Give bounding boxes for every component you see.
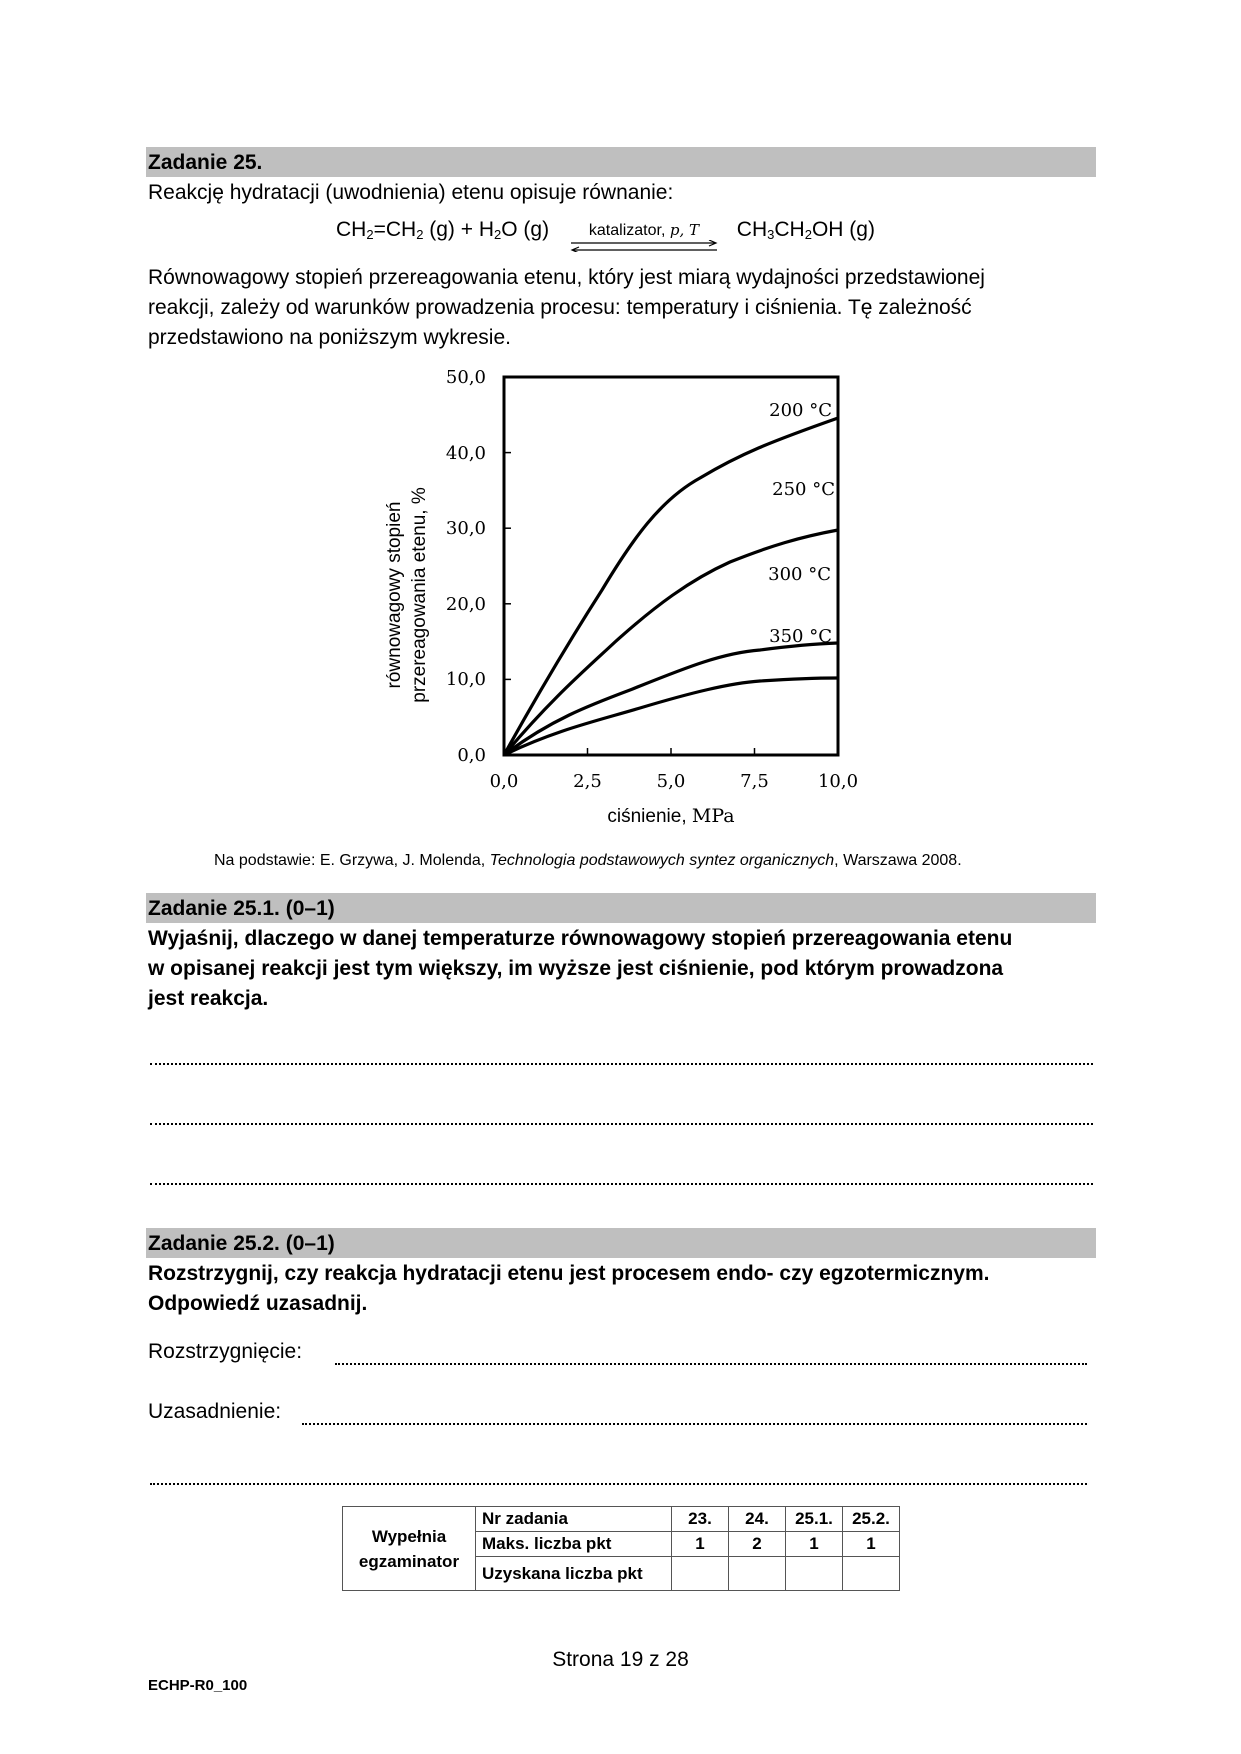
svg-text:5,0: 5,0 <box>656 771 686 792</box>
page-number: Strona 19 z 28 <box>552 1648 689 1671</box>
x-axis-title: ciśnienie, MPa <box>607 805 735 827</box>
x-axis-labels <box>490 771 858 792</box>
y-axis-title <box>384 487 430 703</box>
task-description-line-3: przedstawiono na poniższym wykresie. <box>148 326 511 349</box>
obtained-points-cell[interactable] <box>672 1557 729 1591</box>
source-citation: Na podstawie: E. Grzywa, J. Molenda, Technologia podstawowych syntez organicznych, Warszawa 2008. <box>214 852 962 869</box>
exam-code: ECHP-R0_100 <box>148 1677 248 1694</box>
row-label-task-number: Nr zadania <box>476 1507 672 1532</box>
subtask-25-2-question-line-2: Odpowiedź uzasadnij. <box>148 1292 368 1315</box>
svg-text:10,0: 10,0 <box>445 669 486 690</box>
svg-text:0,0: 0,0 <box>457 745 486 766</box>
curve-200C <box>504 418 838 755</box>
justification-answer-line-1[interactable] <box>302 1421 1087 1425</box>
curve-350C <box>504 678 838 755</box>
decision-label: Rozstrzygnięcie: <box>148 1340 303 1363</box>
answer-line-3[interactable] <box>150 1181 1093 1185</box>
task-description-line-1: Równowagowy stopień przereagowania etenu, który jest miarą wydajności przedstawionej <box>148 266 985 289</box>
equilibrium-arrow: katalizator, p, T <box>569 218 719 248</box>
row-label-max-points: Maks. liczba pkt <box>476 1532 672 1557</box>
svg-text:50,0: 50,0 <box>445 367 486 388</box>
max-points-cell: 1 <box>672 1532 729 1557</box>
obtained-points-cell[interactable] <box>843 1557 900 1591</box>
task-number-cell: 25.2. <box>843 1507 900 1532</box>
obtained-points-cell[interactable] <box>729 1557 786 1591</box>
obtained-points-cell[interactable] <box>786 1557 843 1591</box>
equilibrium-arrows-icon <box>569 240 719 252</box>
svg-text:7,5: 7,5 <box>740 771 769 792</box>
curves <box>504 418 838 755</box>
max-points-cell: 2 <box>729 1532 786 1557</box>
answer-line-1[interactable] <box>150 1061 1093 1065</box>
label-250C: 250 °C <box>772 479 835 500</box>
reaction-equation: $CH_2=CH_2$ $(g) + H_2O$ (g) katalizator, p, T $CH_3CH_2OH$ (g) <box>336 218 875 248</box>
subtask-25-2-header: Zadanie 25.2. (0–1) <box>146 1228 1096 1258</box>
answer-line-2[interactable] <box>150 1121 1093 1125</box>
subtask-25-1-question-line-1: Wyjaśnij, dlaczego w danej temperaturze równowagowy stopień przereagowania etenu <box>148 927 1013 950</box>
y-axis-labels <box>446 367 486 766</box>
svg-text:równowagowy stopień: równowagowy stopień <box>384 501 405 689</box>
examiner-score-table <box>342 1506 900 1591</box>
svg-text:2,5: 2,5 <box>573 771 602 792</box>
task-number-cell: 23. <box>672 1507 729 1532</box>
label-350C: 350 °C <box>769 626 832 647</box>
justification-label: Uzasadnienie: <box>148 1400 282 1423</box>
justification-answer-line-2[interactable] <box>150 1481 1087 1485</box>
subtask-25-1-question-line-3: jest reakcja. <box>148 987 269 1010</box>
curve-labels <box>768 400 835 647</box>
examiner-label: Wypełnia egzaminator <box>343 1507 476 1591</box>
decision-answer-line[interactable] <box>335 1361 1087 1365</box>
svg-text:10,0: 10,0 <box>817 771 859 792</box>
task-number-cell: 24. <box>729 1507 786 1532</box>
task-intro: Reakcję hydratacji (uwodnienia) etenu opisuje równanie: <box>148 181 674 204</box>
svg-text:30,0: 30,0 <box>445 518 486 539</box>
task-description-line-2: reakcji, zależy od warunków prowadzenia procesu: temperatury i ciśnienia. Tę zależność <box>148 296 972 319</box>
subtask-25-1-header: Zadanie 25.1. (0–1) <box>146 893 1096 923</box>
max-points-cell: 1 <box>786 1532 843 1557</box>
row-label-obtained-points: Uzyskana liczba pkt <box>476 1557 672 1591</box>
task-header: Zadanie 25. <box>146 147 1096 177</box>
task-number-cell: 25.1. <box>786 1507 843 1532</box>
subtask-25-2-question-line-1: Rozstrzygnij, czy reakcja hydratacji etenu jest procesem endo- czy egzotermicznym. <box>148 1262 990 1285</box>
conversion-vs-pressure-chart <box>370 360 870 830</box>
max-points-cell: 1 <box>843 1532 900 1557</box>
label-200C: 200 °C <box>769 400 832 421</box>
label-300C: 300 °C <box>768 564 831 585</box>
svg-text:20,0: 20,0 <box>445 594 486 615</box>
subtask-25-1-question-line-2: w opisanej reakcji jest tym większy, im wyższe jest ciśnienie, pod którym prowadzona <box>148 957 1004 980</box>
svg-text:40,0: 40,0 <box>445 443 486 464</box>
svg-text:0,0: 0,0 <box>489 771 519 792</box>
svg-text:przereagowania etenu, %: przereagowania etenu, % <box>409 487 430 703</box>
